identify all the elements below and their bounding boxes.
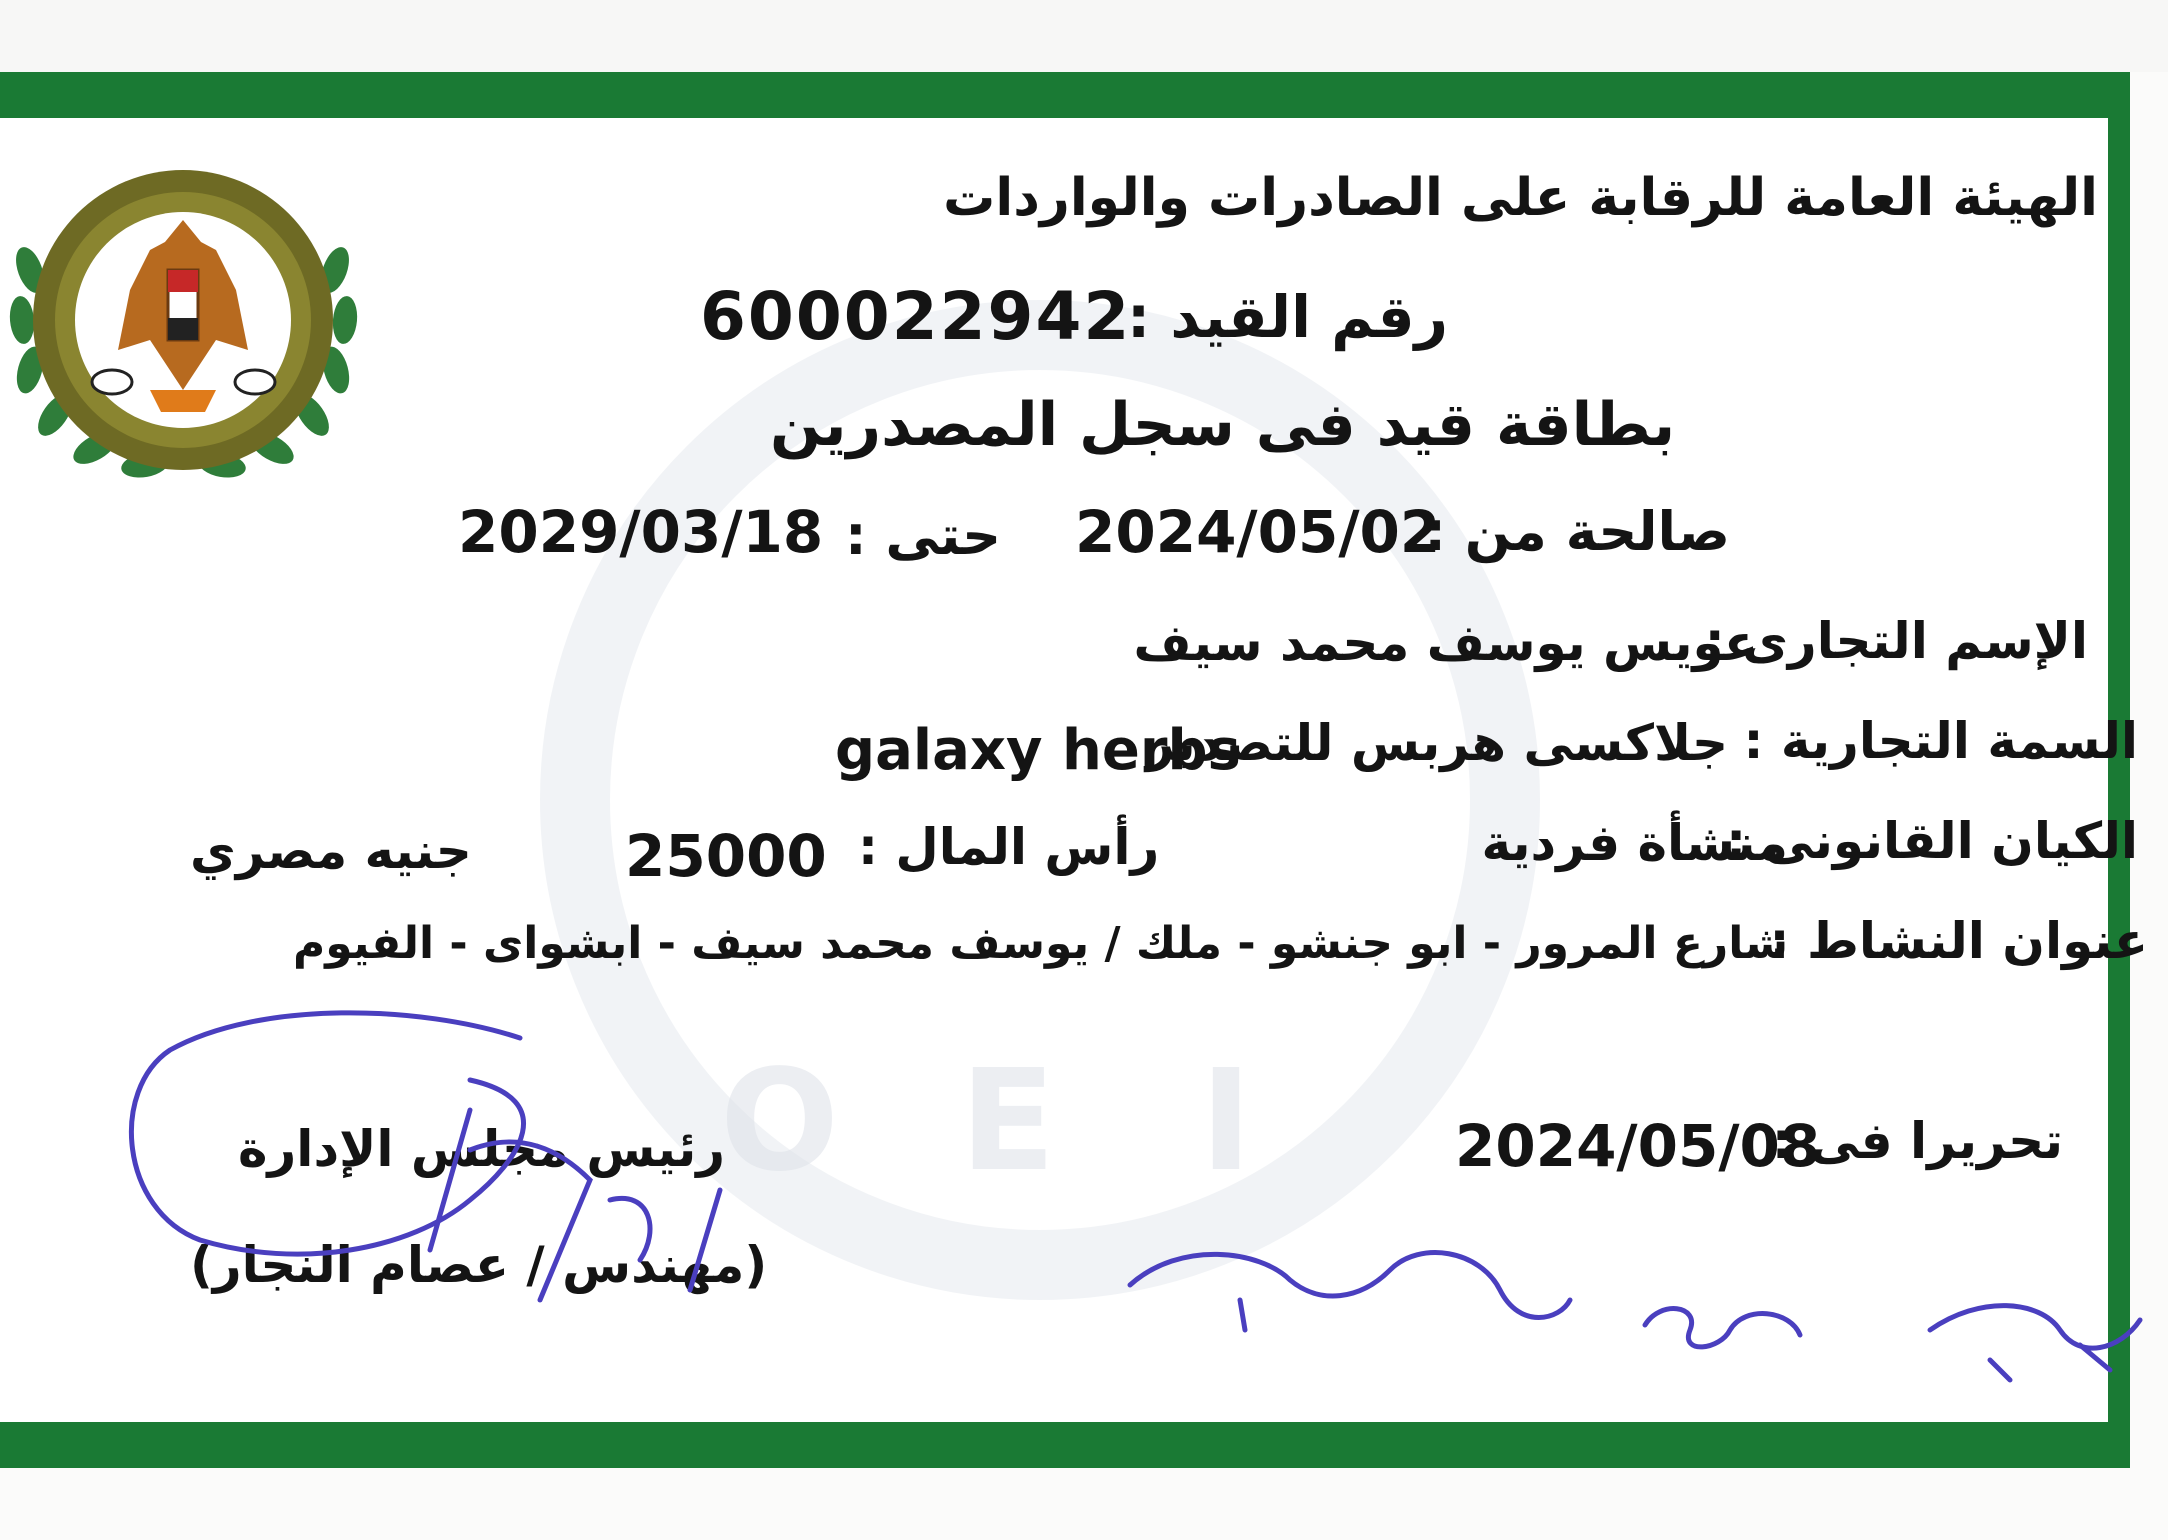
card-title: بطاقة قيد فى سجل المصدرين [770,390,1676,460]
trade-name-value: عويس يوسف محمد سيف [1133,614,1758,672]
registration-number: 600022942 [700,278,1132,355]
valid-until-label: حتى : [845,504,1001,567]
legal-entity-value: منشأة فردية [1481,814,1788,872]
valid-until-date: 2029/03/18 [458,498,824,566]
watermark-letter-i: I [1200,1040,1253,1203]
capital-currency: جنيه مصري [190,822,472,880]
goeic-seal-emblem [0,150,370,490]
issued-date: 2024/05/08 [1455,1112,1821,1180]
chairman-name: (مهندس / عصام النجار) [190,1236,768,1294]
watermark-letter-e: E [960,1040,1056,1203]
brand-name-arabic: جلاكسى هربس للتصدير [1145,714,1728,772]
capital-label: رأس المال : [858,818,1160,876]
chairman-title: رئيس مجلس الإدارة [238,1120,726,1178]
activity-address-label: عنوان النشاط : [1769,912,2148,970]
legal-entity-label: الكيان القانونى : [1726,812,2138,870]
organization-name: الهيئة العامة للرقابة على الصادرات والواردات [943,168,2098,228]
valid-from-date: 2024/05/02 [1075,498,1441,566]
top-background [0,0,2168,72]
brand-name-label: السمة التجارية : [1743,712,2138,770]
capital-amount: 25000 [625,822,827,890]
valid-from-label: صالحة من : [1424,500,1730,563]
activity-address-value: شارع المرور - ابو جنشو - ملك / يوسف محمد سيف - ابشواى - الفيوم [292,918,1788,969]
brand-name-english: galaxy herbs [835,718,1241,783]
issued-date-label: تحريرا فى : [1771,1112,2063,1170]
trade-name-label: الإسم التجارى : [1704,612,2088,670]
watermark-letter-o: O [720,1040,840,1203]
registration-number-label: رقم القيد : [1126,283,1448,351]
